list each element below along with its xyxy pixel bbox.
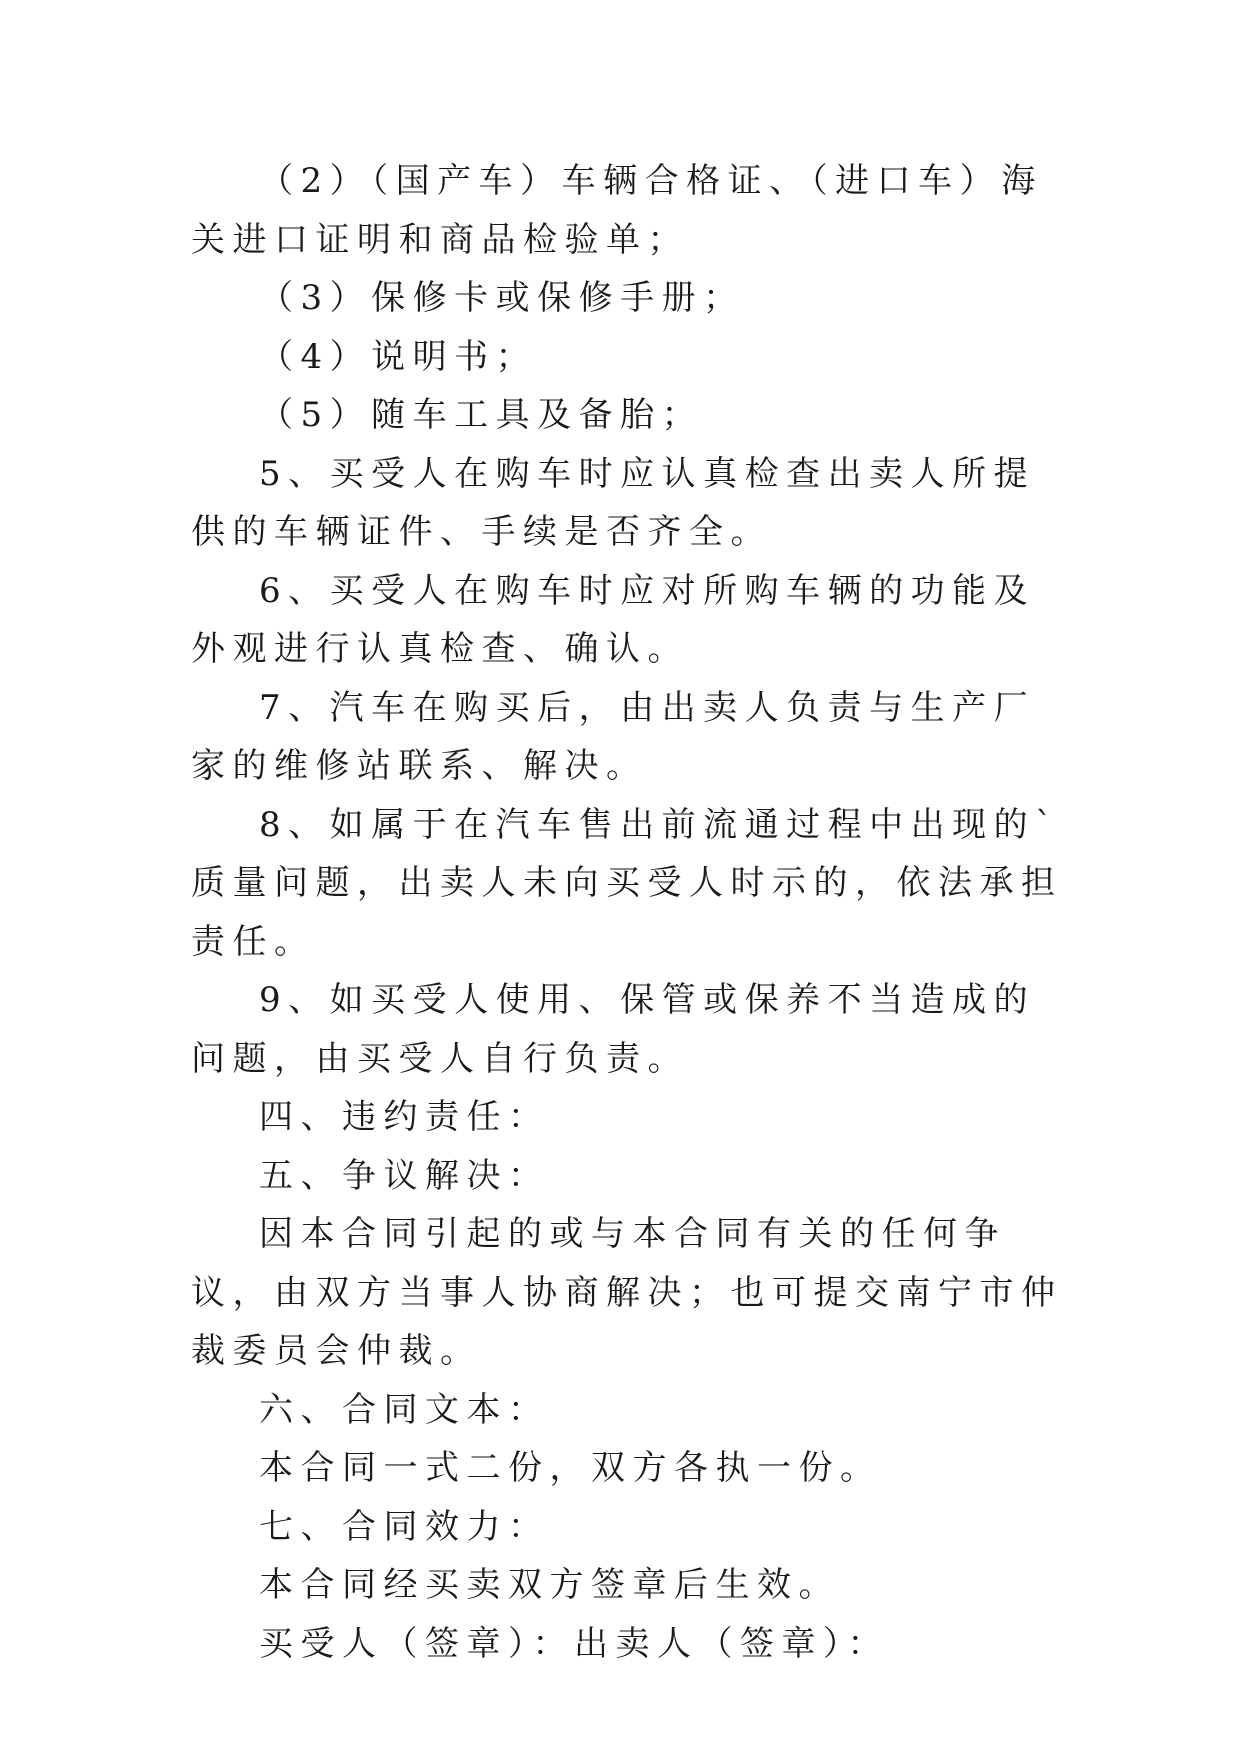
signature-line: 买受人（签章）：出卖人（签章）： bbox=[259, 1623, 889, 1664]
heading-breach-liability: 四、违约责任： bbox=[259, 1097, 550, 1137]
heading-contract-copies: 六、合同文本： bbox=[259, 1389, 550, 1430]
paragraph-warranty-card: （3）保修卡或保修手册； bbox=[259, 278, 745, 318]
heading-dispute-resolution: 五、争议解决： bbox=[259, 1155, 550, 1196]
paragraph-copies-text: 本合同一式二份，双方各执一份。 bbox=[259, 1448, 882, 1488]
paragraph-manual: （4）说明书； bbox=[259, 336, 538, 377]
paragraph-clause-8: 8、如属于在汽车售出前流通过程中出现的`质量问题，出卖人未向买受人时示的，依法承担责任。 bbox=[191, 804, 1063, 962]
paragraph-clause-6: 6、买受人在购车时应对所购车辆的功能及外观进行认真检查、确认。 bbox=[191, 570, 1036, 669]
paragraph-certificates: （2）（国产车）车辆合格证、（进口车）海关进口证明和商品检验单； bbox=[191, 161, 1043, 260]
paragraph-validity-text: 本合同经买卖双方签章后生效。 bbox=[259, 1565, 840, 1605]
paragraph-clause-9: 9、如买受人使用、保管或保养不当造成的问题，由买受人自行负责。 bbox=[191, 980, 1036, 1079]
paragraph-dispute-text: 因本合同引起的或与本合同有关的任何争议，由双方当事人协商解决；也可提交南宁市仲裁委员会仲裁。 bbox=[191, 1214, 1063, 1371]
paragraph-clause-7: 7、汽车在购买后，由出卖人负责与生产厂家的维修站联系、解决。 bbox=[191, 687, 1036, 786]
document-body bbox=[191, 152, 1071, 1673]
heading-contract-validity: 七、合同效力： bbox=[259, 1506, 550, 1547]
paragraph-tools-spare-tire: （5）随车工具及备胎； bbox=[259, 395, 704, 435]
paragraph-clause-5: 5、买受人在购车时应认真检查出卖人所提供的车辆证件、手续是否齐全。 bbox=[191, 453, 1036, 552]
